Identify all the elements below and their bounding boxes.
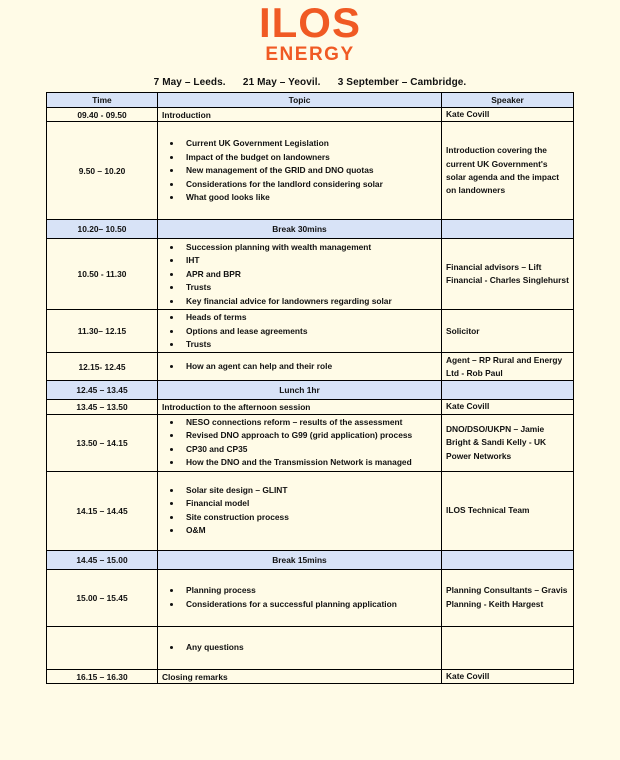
table-row <box>47 471 574 550</box>
topic-list <box>162 137 437 204</box>
topic-cell <box>158 239 442 310</box>
topic-bullet: • Considerations for a successful planning application <box>182 598 437 611</box>
topic-bullet: • How the DNO and the Transmission Network is managed <box>182 456 437 469</box>
topic-cell <box>158 108 442 122</box>
topic-list <box>162 641 437 654</box>
topic-bullet: • What good looks like <box>182 191 437 204</box>
speaker-cell <box>442 220 574 239</box>
topic-cell <box>158 414 442 471</box>
topic-cell <box>158 122 442 220</box>
topic-cell <box>158 569 442 626</box>
event-dates: 7 May – Leeds. 21 May – Yeovil. 3 September – Cambridge. <box>153 77 467 88</box>
logo-subtitle: ENERGY <box>265 44 355 65</box>
speaker-cell <box>442 550 574 569</box>
topic-bullet: • NESO connections reform – results of the assessment <box>182 416 437 429</box>
speaker-cell: Introduction covering the current UK Government's solar agenda and the impact on landowners <box>442 122 574 220</box>
topic-bullet: • O&M <box>182 524 437 537</box>
speaker-cell: Financial advisors – Lift Financial - Charles Singlehurst <box>442 239 574 310</box>
speaker-cell <box>442 626 574 669</box>
topic-list <box>162 416 437 470</box>
topic-cell <box>158 400 442 414</box>
time-cell: 13.45 – 13.50 <box>47 400 158 414</box>
table-row <box>47 239 574 310</box>
topic-bullet: • New management of the GRID and DNO quotas <box>182 164 437 177</box>
speaker-cell: Solicitor <box>442 310 574 353</box>
time-cell: 10.50 - 11.30 <box>47 239 158 310</box>
topic-cell <box>158 381 442 400</box>
header-row <box>47 93 574 108</box>
topic-bullet: • Current UK Government Legislation <box>182 137 437 150</box>
topic-bullet: • APR and BPR <box>182 268 437 281</box>
speaker-cell: ILOS Technical Team <box>442 471 574 550</box>
table-row <box>47 626 574 669</box>
topic-bullet: • How an agent can help and their role <box>182 360 437 373</box>
table-row <box>47 353 574 381</box>
topic-cell <box>158 550 442 569</box>
topic-bullet: • CP30 and CP35 <box>182 443 437 456</box>
header-time: Time <box>47 93 158 108</box>
table-row <box>47 122 574 220</box>
topic-bullet: • Planning process <box>182 584 437 597</box>
table-row <box>47 669 574 683</box>
topic-text: Introduction to the afternoon session <box>162 402 311 413</box>
topic-bullet: • Financial model <box>182 497 437 510</box>
topic-bullet: • Site construction process <box>182 511 437 524</box>
table-row <box>47 381 574 400</box>
agenda-table <box>46 92 574 684</box>
topic-text: Lunch 1hr <box>279 385 320 396</box>
topic-text: Break 15mins <box>272 554 327 565</box>
speaker-cell: Agent – RP Rural and Energy Ltd - Rob Paul <box>442 353 574 381</box>
time-cell: 11.30– 12.15 <box>47 310 158 353</box>
topic-bullet: • Solar site design – GLINT <box>182 484 437 497</box>
topic-bullet: • Revised DNO approach to G99 (grid application) process <box>182 429 437 442</box>
topic-cell <box>158 626 442 669</box>
topic-bullet: • Succession planning with wealth management <box>182 241 437 254</box>
agenda-body <box>47 108 574 684</box>
speaker-cell: DNO/DSO/UKPN – Jamie Bright & Sandi Kelly - UK Power Networks <box>442 414 574 471</box>
topic-list <box>162 484 437 538</box>
speaker-cell: Kate Covill <box>442 400 574 414</box>
topic-bullet: • IHT <box>182 254 437 267</box>
topic-bullet: • Impact of the budget on landowners <box>182 151 437 164</box>
time-cell <box>47 626 158 669</box>
table-row <box>47 569 574 626</box>
topic-list <box>162 241 437 308</box>
topic-bullet: • Options and lease agreements <box>182 325 437 338</box>
time-cell: 9.50 – 10.20 <box>47 122 158 220</box>
time-cell: 09.40 - 09.50 <box>47 108 158 122</box>
time-cell: 14.45 – 15.00 <box>47 550 158 569</box>
topic-bullet: • Trusts <box>182 281 437 294</box>
topic-bullet: • Key financial advice for landowners regarding solar <box>182 295 437 308</box>
topic-bullet: • Any questions <box>182 641 437 654</box>
time-cell: 13.50 – 14.15 <box>47 414 158 471</box>
speaker-cell <box>442 381 574 400</box>
table-row <box>47 310 574 353</box>
table-row <box>47 400 574 414</box>
topic-bullet: • Trusts <box>182 338 437 351</box>
time-cell: 12.15- 12.45 <box>47 353 158 381</box>
time-cell: 12.45 – 13.45 <box>47 381 158 400</box>
speaker-cell: Kate Covill <box>442 669 574 683</box>
table-row <box>47 550 574 569</box>
time-cell: 15.00 – 15.45 <box>47 569 158 626</box>
header-speaker: Speaker <box>442 93 574 108</box>
table-row <box>47 108 574 122</box>
logo-wordmark: ILOS <box>258 0 361 46</box>
time-cell: 16.15 – 16.30 <box>47 669 158 683</box>
topic-bullet: • Considerations for the landlord considering solar <box>182 178 437 191</box>
topic-cell <box>158 220 442 239</box>
topic-cell <box>158 471 442 550</box>
time-cell: 10.20– 10.50 <box>47 220 158 239</box>
topic-list <box>162 311 437 351</box>
header-topic: Topic <box>158 93 442 108</box>
topic-list <box>162 584 437 611</box>
table-row <box>47 414 574 471</box>
time-cell: 14.15 – 14.45 <box>47 471 158 550</box>
topic-text: Break 30mins <box>272 224 327 235</box>
logo <box>0 2 620 65</box>
topic-cell <box>158 669 442 683</box>
topic-list <box>162 360 437 373</box>
table-row <box>47 220 574 239</box>
topic-cell <box>158 310 442 353</box>
topic-text: Introduction <box>162 109 211 120</box>
speaker-cell: Planning Consultants – Gravis Planning - Keith Hargest <box>442 569 574 626</box>
speaker-cell: Kate Covill <box>442 108 574 122</box>
topic-bullet: • Heads of terms <box>182 311 437 324</box>
topic-text: Closing remarks <box>162 671 228 682</box>
topic-cell <box>158 353 442 381</box>
